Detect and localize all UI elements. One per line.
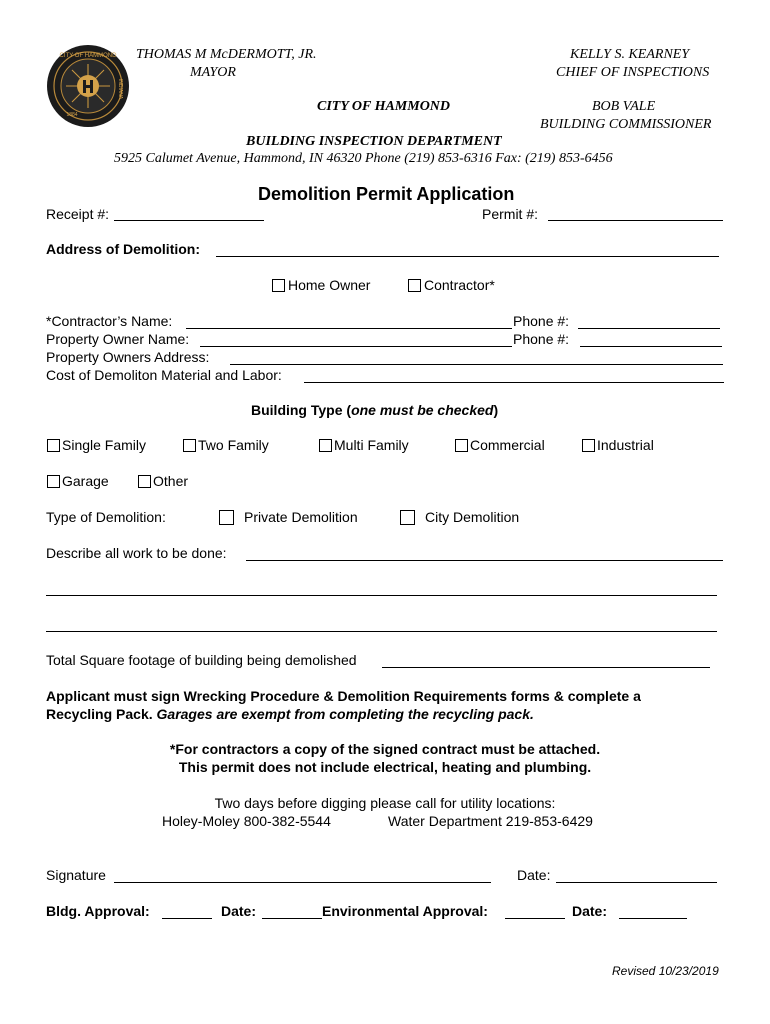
env-approval-field[interactable] <box>505 918 565 919</box>
signature-date-label: Date: <box>517 867 551 883</box>
private-demo-checkbox[interactable] <box>219 510 234 525</box>
property-owner-label: Property Owner Name: <box>46 331 190 347</box>
city-name: CITY OF HAMMOND <box>317 99 451 114</box>
single-family-checkbox[interactable] <box>47 439 60 452</box>
cost-label: Cost of Demoliton Material and Labor: <box>46 367 282 383</box>
department-address: 5925 Calumet Avenue, Hammond, IN 46320 Phone (219) 853-6316 Fax: (219) 853-6456 <box>114 151 613 166</box>
contractor-checkbox[interactable] <box>408 279 421 292</box>
multi-family-checkbox[interactable] <box>319 439 332 452</box>
bldg-approval-field[interactable] <box>162 918 212 919</box>
svg-text:INDIANA: INDIANA <box>117 78 123 100</box>
two-family-checkbox[interactable] <box>183 439 196 452</box>
utility-notice: Two days before digging please call for utility locations: <box>214 795 556 811</box>
owner-address-field[interactable] <box>230 364 723 365</box>
multi-family-label: Multi Family <box>334 437 409 453</box>
notice-contract-copy: *For contractors a copy of the signed contract must be attached. <box>169 741 601 757</box>
describe-label: Describe all work to be done: <box>46 545 227 561</box>
permit-field[interactable] <box>548 220 723 221</box>
commercial-label: Commercial <box>470 437 545 453</box>
commercial-checkbox[interactable] <box>455 439 468 452</box>
mayor-title: MAYOR <box>190 65 236 80</box>
city-demo-checkbox[interactable] <box>400 510 415 525</box>
commissioner-title: BUILDING COMMISSIONER <box>540 117 712 132</box>
bldg-approval-label: Bldg. Approval: <box>46 903 150 919</box>
bldg-date-field[interactable] <box>262 918 322 919</box>
department-name: BUILDING INSPECTION DEPARTMENT <box>246 134 502 149</box>
notice-permit-exclusions: This permit does not include electrical, heating and plumbing. <box>178 759 592 775</box>
contractor-phone-field[interactable] <box>578 328 720 329</box>
two-family-label: Two Family <box>198 437 269 453</box>
demo-type-label: Type of Demolition: <box>46 509 166 525</box>
utility-holey-moley: Holey-Moley 800-382-5544 <box>162 813 331 829</box>
address-label: Address of Demolition: <box>46 241 201 257</box>
env-date-field[interactable] <box>619 918 687 919</box>
permit-label: Permit #: <box>482 206 539 222</box>
garage-checkbox[interactable] <box>47 475 60 488</box>
building-type-heading: Building Type (one must be checked) <box>251 402 499 418</box>
contractor-label: Contractor* <box>424 277 495 293</box>
single-family-label: Single Family <box>62 437 147 453</box>
home-owner-checkbox[interactable] <box>272 279 285 292</box>
other-label: Other <box>153 473 189 489</box>
svg-text:CITY OF HAMMOND: CITY OF HAMMOND <box>59 53 117 59</box>
owner-phone-label: Phone #: <box>513 331 570 347</box>
industrial-label: Industrial <box>597 437 654 453</box>
notice-recycling-pack: Recycling Pack. Garages are exempt from completing the recycling pack. <box>46 706 534 722</box>
describe-field-line-1[interactable] <box>246 560 723 561</box>
revised-date: Revised 10/23/2019 <box>612 964 719 978</box>
private-demo-label: Private Demolition <box>244 509 358 525</box>
contractor-phone-label: Phone #: <box>513 313 570 329</box>
owner-phone-field[interactable] <box>580 346 722 347</box>
utility-water-department: Water Department 219-853-6429 <box>388 813 593 829</box>
receipt-field[interactable] <box>114 220 264 221</box>
describe-field-line-2[interactable] <box>46 595 717 596</box>
owner-address-label: Property Owners Address: <box>46 349 210 365</box>
commissioner-name: BOB VALE <box>592 99 656 114</box>
garage-label: Garage <box>62 473 109 489</box>
chief-title: CHIEF OF INSPECTIONS <box>556 65 710 80</box>
home-owner-label: Home Owner <box>288 277 371 293</box>
bldg-date-label: Date: <box>221 903 257 919</box>
receipt-label: Receipt #: <box>46 206 110 222</box>
contractor-name-field[interactable] <box>186 328 512 329</box>
city-demo-label: City Demolition <box>425 509 520 525</box>
env-date-label: Date: <box>572 903 608 919</box>
industrial-checkbox[interactable] <box>582 439 595 452</box>
sqft-label: Total Square footage of building being demolished <box>46 652 357 668</box>
contractor-name-label: *Contractor’s Name: <box>46 313 173 329</box>
mayor-name: THOMAS M McDERMOTT, JR. <box>136 47 317 62</box>
sqft-field[interactable] <box>382 667 710 668</box>
svg-text:1884: 1884 <box>66 112 78 118</box>
signature-label: Signature <box>46 867 106 883</box>
form-title: Demolition Permit Application <box>258 184 515 204</box>
signature-date-field[interactable] <box>556 882 717 883</box>
notice-wrecking-procedure: Applicant must sign Wrecking Procedure & Demolition Requirements forms & complete a <box>46 688 641 704</box>
property-owner-field[interactable] <box>200 346 512 347</box>
other-checkbox[interactable] <box>138 475 151 488</box>
cost-field[interactable] <box>304 382 724 383</box>
env-approval-label: Environmental Approval: <box>322 903 488 919</box>
city-seal-logo <box>46 44 130 128</box>
address-field[interactable] <box>216 256 719 257</box>
chief-name: KELLY S. KEARNEY <box>570 47 690 62</box>
describe-field-line-3[interactable] <box>46 631 717 632</box>
signature-field[interactable] <box>114 882 491 883</box>
